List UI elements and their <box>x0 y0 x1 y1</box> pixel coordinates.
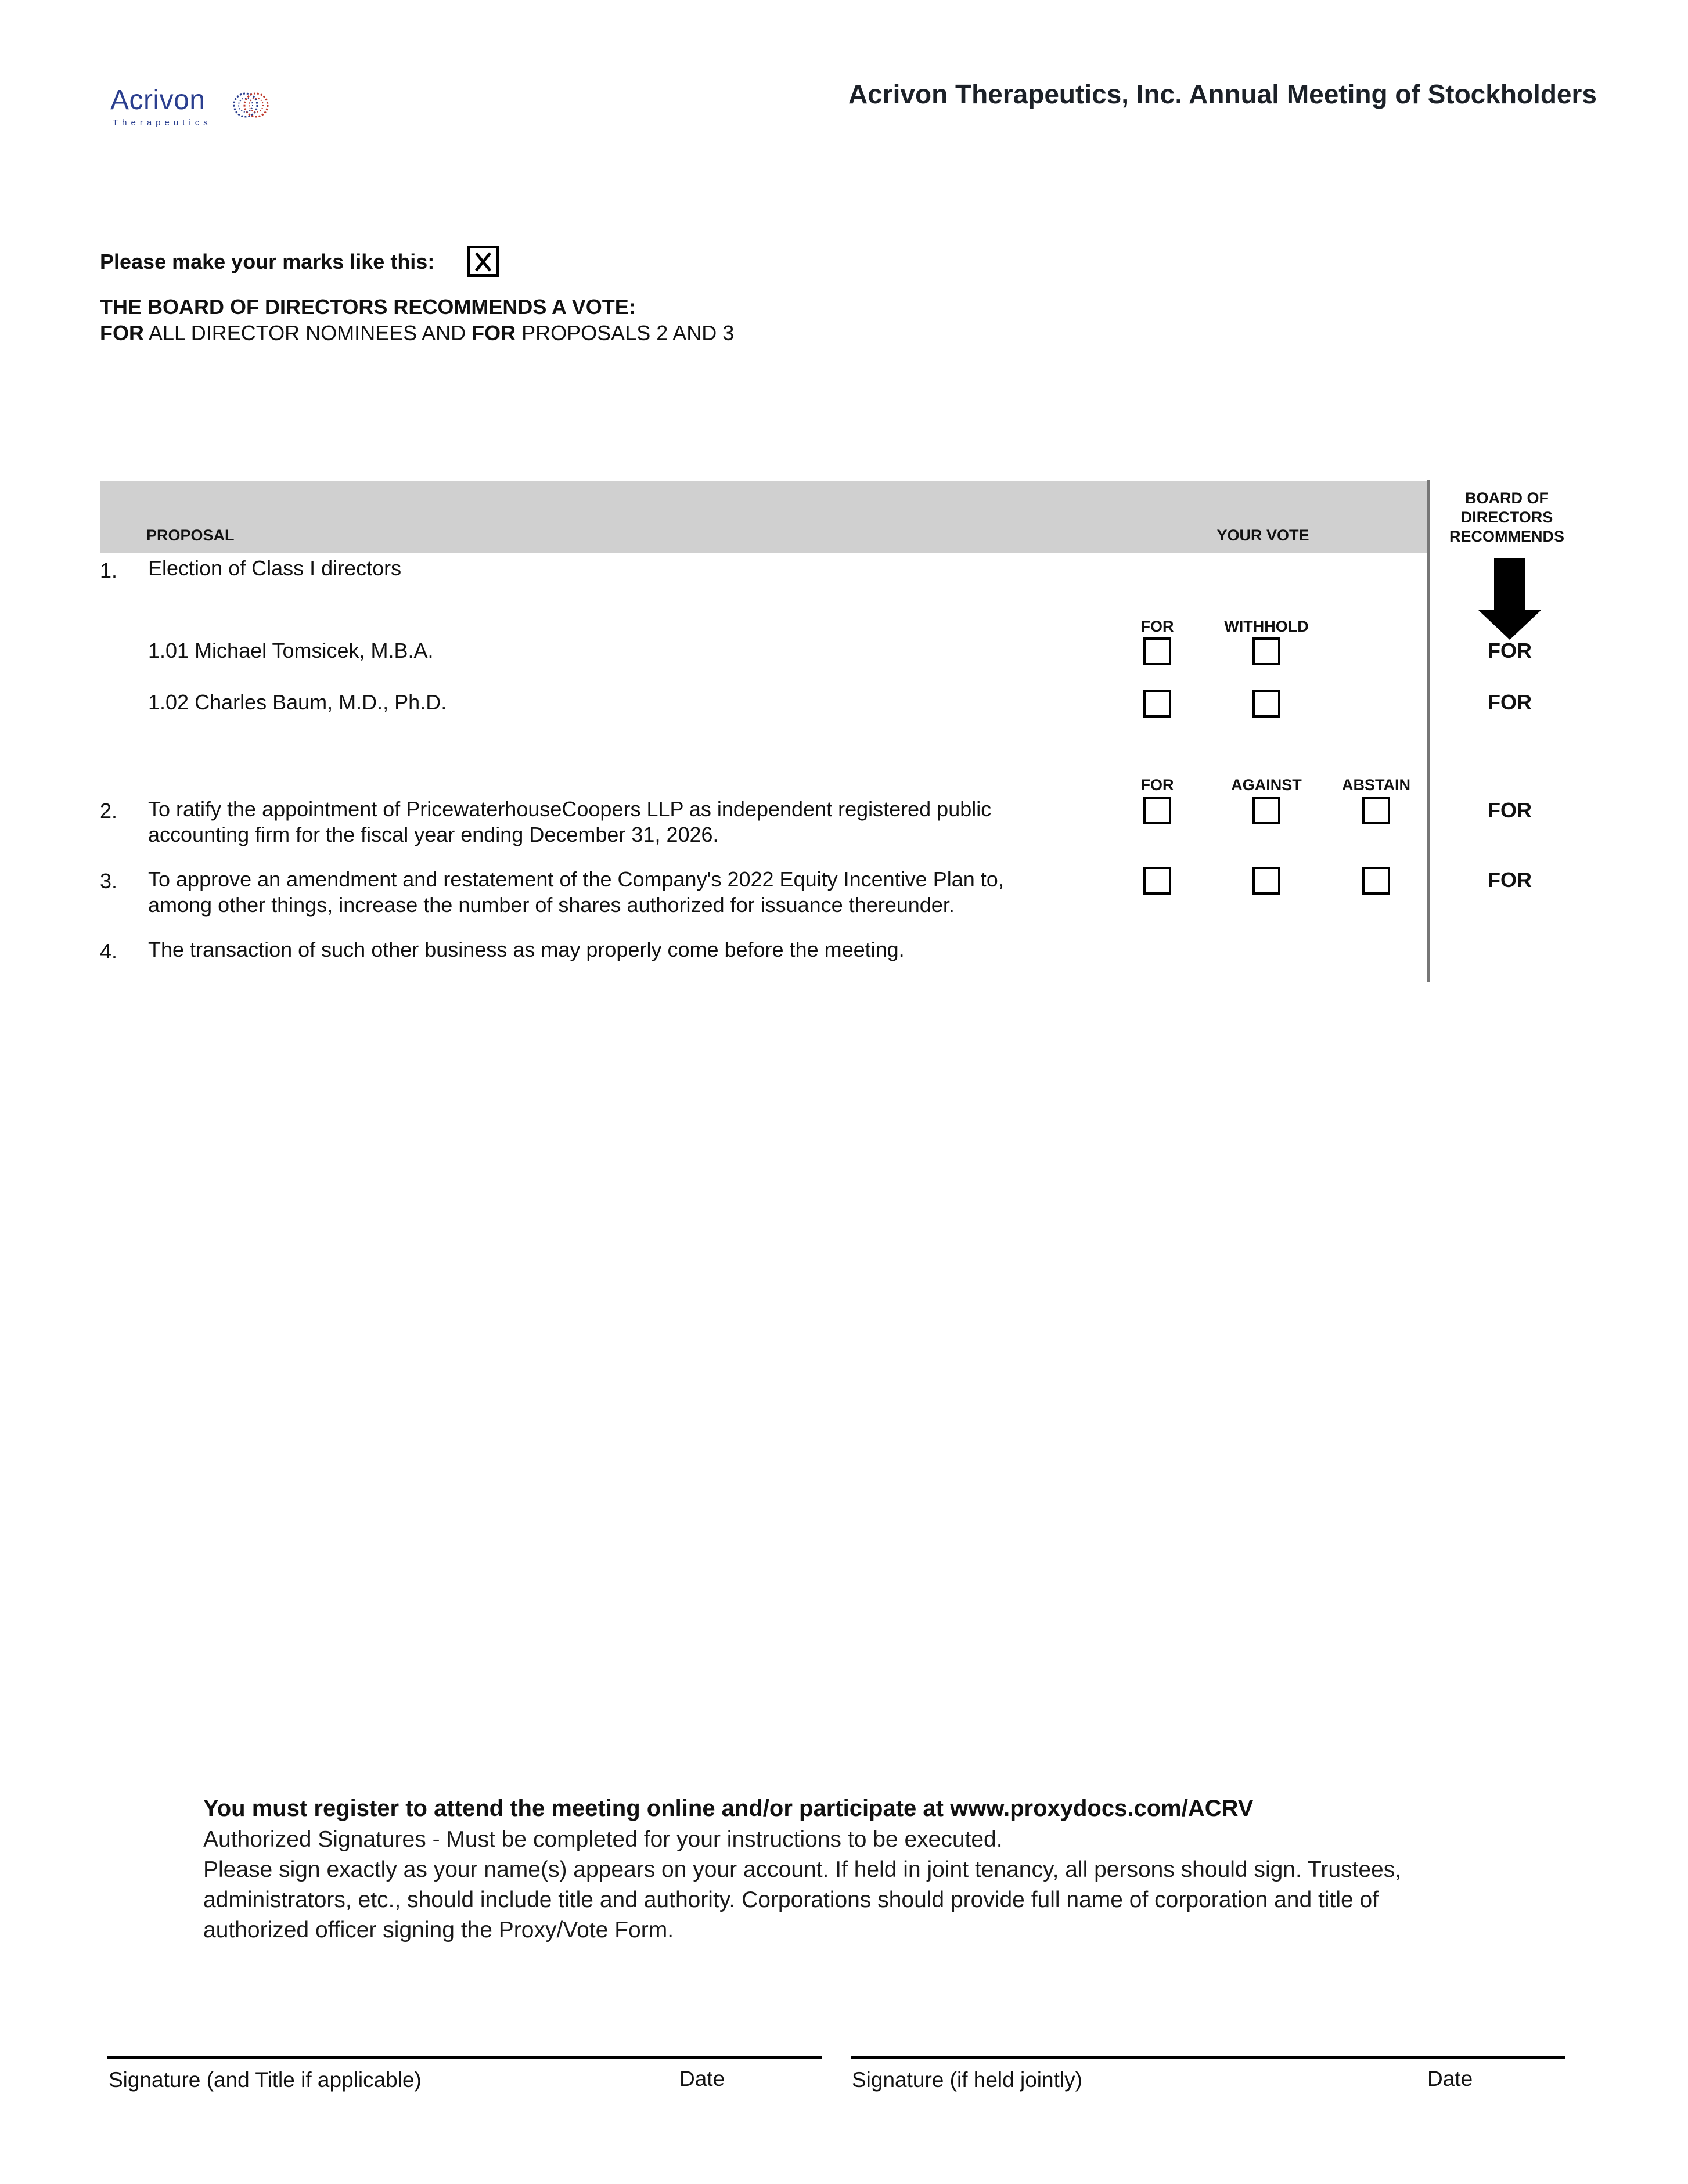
proposal-3-abstain-checkbox[interactable] <box>1362 867 1390 895</box>
proposal-2-recommendation: FOR <box>1488 798 1532 822</box>
proposal-2-number: 2. <box>100 799 118 823</box>
withhold-column-label: WITHHOLD <box>1224 618 1309 635</box>
nominee-2-recommendation: FOR <box>1488 690 1532 714</box>
for-column-label: FOR <box>1140 618 1174 635</box>
proposal-2-text: To ratify the appointment of PricewaterhouseCoopers LLP as independent registered public accounting firm for the fiscal year ending December 31, 2026. <box>148 797 992 846</box>
logo-subtitle: Therapeutics <box>113 118 212 128</box>
proposal-4-number: 4. <box>100 939 118 963</box>
proposal-column-header: PROPOSAL <box>146 527 235 544</box>
date-1-label: Date <box>679 2067 725 2091</box>
example-mark-checkbox <box>467 246 499 277</box>
proposal-3-recommendation: FOR <box>1488 868 1532 892</box>
nominee-1-for-checkbox[interactable] <box>1143 637 1171 665</box>
nominee-1-label: 1.01 Michael Tomsicek, M.B.A. <box>148 639 434 662</box>
nominee-2-for-checkbox[interactable] <box>1143 690 1171 718</box>
proposal-4-text: The transaction of such other business as may properly come before the meeting. <box>148 938 905 961</box>
date-2-label: Date <box>1427 2067 1473 2091</box>
nominee-1-withhold-checkbox[interactable] <box>1252 637 1280 665</box>
signature-line-2[interactable] <box>851 2056 1565 2059</box>
board-recommendation-heading: THE BOARD OF DIRECTORS RECOMMENDS A VOTE: <box>100 295 636 319</box>
proposal-3-number: 3. <box>100 869 118 893</box>
company-logo <box>110 84 273 139</box>
against-column-label: AGAINST <box>1231 776 1302 794</box>
arrow-down-icon <box>1478 558 1542 640</box>
abstain-column-label: ABSTAIN <box>1342 776 1410 794</box>
proposal-3-against-checkbox[interactable] <box>1252 867 1280 895</box>
signature-1-label: Signature (and Title if applicable) <box>109 2068 422 2092</box>
x-mark-icon <box>470 248 496 274</box>
proposal-3-for-checkbox[interactable] <box>1143 867 1171 895</box>
signature-2-label: Signature (if held jointly) <box>852 2068 1082 2092</box>
column-divider <box>1427 480 1430 982</box>
board-recommends-column-header: BOARD OF DIRECTORS RECOMMENDS <box>1449 489 1564 545</box>
for-column-label-2: FOR <box>1140 776 1174 794</box>
signing-instructions: Please sign exactly as your name(s) appears on your account. If held in joint tenancy, all persons should sign. Trustees, administrators, etc., should include title and authority. Corporations should provide full name of corporation and title of authorized officer signing the Proxy/Vote Form. <box>203 1857 1402 1942</box>
proposal-2-against-checkbox[interactable] <box>1252 797 1280 824</box>
proposal-1-text: Election of Class I directors <box>148 556 402 580</box>
logo-wordmark: Acrivon <box>110 85 206 116</box>
registration-notice: You must register to attend the meeting online and/or participate at www.proxydocs.com/ACRV <box>203 1796 1254 1821</box>
authorized-signatures-note: Authorized Signatures - Must be completed for your instructions to be executed. <box>203 1827 1003 1852</box>
nominee-1-recommendation: FOR <box>1488 639 1532 662</box>
board-recommendation-summary: FOR ALL DIRECTOR NOMINEES AND FOR PROPOSALS 2 AND 3 <box>100 321 735 345</box>
proposal-1-number: 1. <box>100 558 118 582</box>
logo-rings-icon <box>229 88 273 122</box>
proposal-2-abstain-checkbox[interactable] <box>1362 797 1390 824</box>
nominee-2-label: 1.02 Charles Baum, M.D., Ph.D. <box>148 690 447 714</box>
nominee-2-withhold-checkbox[interactable] <box>1252 690 1280 718</box>
marks-instruction: Please make your marks like this: <box>100 250 435 273</box>
your-vote-column-header: YOUR VOTE <box>1216 527 1309 544</box>
page-title: Acrivon Therapeutics, Inc. Annual Meeting of Stockholders <box>848 79 1597 109</box>
proposal-3-text: To approve an amendment and restatement of the Company's 2022 Equity Incentive Plan to, among other things, increase the number of shares authorized for issuance thereunder. <box>148 867 1004 917</box>
proposal-2-for-checkbox[interactable] <box>1143 797 1171 824</box>
signature-line-1[interactable] <box>107 2056 822 2059</box>
